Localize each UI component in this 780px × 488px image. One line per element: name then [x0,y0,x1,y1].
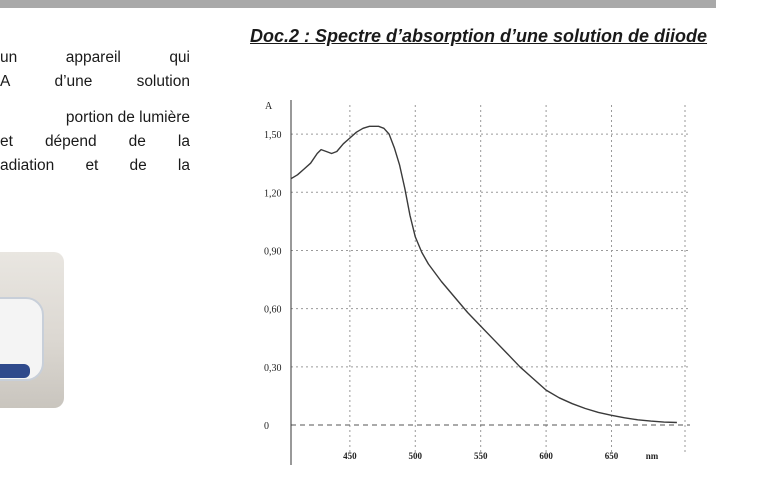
y-tick-label: 1,20 [264,188,282,200]
device-base [0,364,30,378]
text-line [0,70,190,94]
x-tick-label: 600 [539,451,553,461]
y-tick-label: 0,90 [264,246,282,258]
text-line [0,130,190,154]
x-tick-label: 450 [343,451,357,461]
text-word: et [0,133,13,150]
text-word: portion de lumière [65,109,190,126]
x-axis-label: nm [645,451,659,461]
text-word: appareil [65,49,121,66]
x-tick-label: 500 [408,451,423,461]
text-word: la [177,157,190,174]
y-tick-label: 0 [264,421,269,432]
text-word: solution [136,73,190,90]
doc-title: Doc.2 : Spectre d’absorption d’une solution de diiode [250,26,708,46]
text-word: adiation [0,157,55,174]
x-tick-label: 650 [604,451,619,461]
text-line [0,106,190,130]
text-word: dépend [44,133,97,150]
text-gap [0,94,190,106]
text-word: la [177,133,190,150]
top-bar [0,0,716,8]
y-axis-label: A [265,101,273,112]
x-tick-label: 550 [473,451,488,461]
text-word: et [85,157,99,174]
left-text-fragment [0,46,190,178]
y-tick-label: 0,60 [264,304,282,316]
text-word: d’une [54,73,93,90]
spectrophotometer-photo [0,252,64,408]
text-line [0,154,190,178]
series-line [291,126,677,422]
text-line [0,46,190,70]
text-word: qui [169,49,190,66]
text-word: A [0,73,11,90]
y-tick-label: 1,50 [264,130,282,142]
text-word: de [129,157,147,174]
absorption-spectrum-chart [240,90,710,470]
text-word: un [0,49,18,66]
text-word: de [128,133,146,150]
y-tick-label: 0,30 [264,362,282,374]
